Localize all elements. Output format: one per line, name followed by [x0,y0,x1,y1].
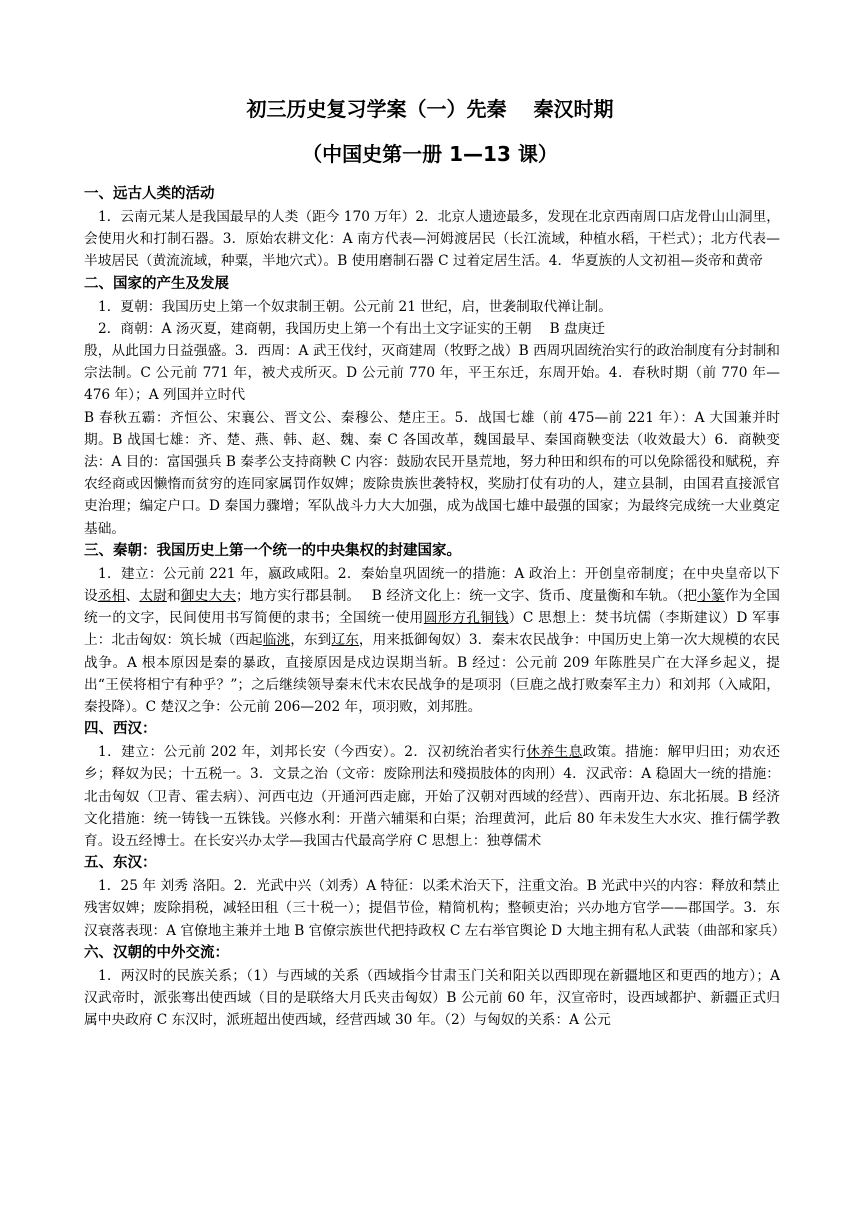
section-qin-dynasty [84,540,780,718]
text-run: ，用来抵御匈奴）3．秦末农民战争：中国历史上第一次大规模的农民战争。A 根本原因是秦的暴政，直接原因是戍边误期当斩。B 经过：公元前 209 年陈胜吴广在大泽乡起义，提出“王侯将相宁有种乎？”；之后继续领导秦末代末农民战争的是项羽（巨鹿之战打败秦军主力）和刘邦（入咸阳，秦投降）。C 楚汉之争：公元前 206—202 年，项羽败，刘邦胜。 [84,632,780,716]
paragraph: 殷，从此国力日益强盛。3．西周：A 武王伐纣，灭商建周（牧野之战）B 西周巩固统治实行的政治制度有分封制和宗法制。C 公元前 771 年，被犬戎所灭。D 公元前 770 年，平王东迁，东周开始。4．春秋时期（前 770 年—476 年）；A 列国并立时代 [84,343,780,404]
text-run: 1．建立：公元前 221 年，嬴政咸阳。2．秦始皇巩固统一的措施：A 政治上：开创皇帝制度；在中央皇帝以下设 [84,565,780,605]
text-run: ）C 思想上：焚书坑儒（李斯建议）D 军事上：北击匈奴：筑长城（西起 [84,610,780,649]
section-western-han [84,718,780,852]
underlined-term: 休养生息 [526,744,583,761]
underlined-term: 临洮 [262,632,291,649]
paragraph: 2．商朝：A 汤灭夏，建商朝，我国历史上第一个有出土文字证实的王朝 B 盘庚迁 [98,320,606,337]
page-subtitle: （中国史第一册 1—13 课） [302,142,558,166]
section-heading: 二、国家的产生及发展 [84,275,229,292]
underlined-term: 小篆 [697,588,725,605]
section-heading: 三、秦朝：我国历史上第一个统一的中央集权的封建国家。 [84,542,461,559]
text-run: ；地方实行郡县制。 B 经济文化上：统一文字、货币、度量衡和车轨。（把 [236,588,698,605]
section-state-formation [84,273,780,540]
underlined-term: 圆形方孔铜钱 [423,610,509,627]
section-eastern-han [84,852,786,942]
paragraph [84,563,780,718]
section-heading: 一、远古人类的活动 [84,186,215,202]
paragraph: B 春秋五霸：齐恒公、宋襄公、晋文公、秦穆公、楚庄王。5．战国七雄（前 475—前 221 年）：A 大国兼并时期。B 战国七雄：齐、楚、燕、韩、赵、魏、秦 C 各国改革，魏国最早、秦国商鞅变法（收效最大）6．商鞅变法：A 目的：富国强兵 B 秦孝公支持商鞅 C 内容：鼓励农民开垦荒地，努力种田和织布的可以免除徭役和赋税，弃农经商或因懒惰而贫穷的连同家属罚作奴婢；废除贵族世袭特权，奖励打仗有功的人，建立县制，由国君直接派官吏治理；编定户口。D 秦国力骤增；军队战斗力大大加强，成为战国七雄中最强的国家；为最终完成统一大业奠定基础。 [84,409,780,537]
text-run: ，东到 [290,632,332,649]
text-run: 作为全国统一的文字，民间使用书写简便的隶书；全国统一使用 [84,588,780,627]
paragraph: 1．两汉时的民族关系；（1）与西域的关系（西域指今甘肃玉门关和阳关以西即现在新疆地区和更西的地方）；A 汉武帝时，派张骞出使西域（目的是联络大月氏夹击匈奴）B 公元前 60 年，汉宣帝时，设西域都护、新疆正式归属中央政府 C 东汉时，派班超出使西域，经营西域 30 年。（2）与匈奴的关系：A 公元 [84,967,780,1029]
section-han-foreign-relations [84,942,780,1032]
underlined-term: 辽东 [331,632,359,649]
underlined-term: 丞相 [97,588,126,605]
section-heading: 五、东汉： [84,855,157,872]
paragraph [84,741,780,852]
section-ancient-humans [84,183,780,273]
underlined-term: 太尉 [139,588,167,605]
text-run: 1．建立：公元前 202 年，刘邦长安（今西安）。2．汉初统治者实行 [98,744,527,761]
text-run: 和 [166,588,181,605]
paragraph: 1．25 年 刘秀 洛阳。2．光武中兴（刘秀）A 特征：以柔术治天下，注重文治。B 光武中兴的内容：释放和禁止残害奴婢；废除捐税，减轻田租（三十税一）；提倡节俭，精简机构；整顿吏治；兴办地方官学——郡国学。3．东汉衰落表现：A 官僚地主兼并土地 B 官僚宗族世代把持政权 C 左右举官舆论 D 大地主拥有私人武装（曲部和家兵） [84,878,786,939]
document-body [84,183,786,1032]
text-run: 、 [125,588,140,605]
page-title: 初三历史复习学案（一）先秦 秦汉时期 [246,97,614,121]
paragraph: 1．云南元某人是我国最早的人类（距今 170 万年）2．北京人遗迹最多，发现在北京西南周口店龙骨山山洞里，会使用火和打制石器。3．原始农耕文化：A 南方代表—河姆渡居民（长江流域，种植水稻，干栏式）；北方代表—半坡居民（黄流流域，种粟，半地穴式）。B 使用磨制石器 C 过着定居生活。4．华夏族的人文初祖—炎帝和黄帝 [84,209,780,270]
section-heading: 四、西汉： [84,721,157,738]
underlined-term: 御史大夫 [180,588,237,605]
paragraph: 1．夏朝：我国历史上第一个奴隶制王朝。公元前 21 世纪，启，世袭制取代禅让制。 [98,298,612,315]
section-heading: 六、汉朝的中外交流： [84,944,229,961]
text-run: 政策。措施：解甲归田；劝农还乡；释奴为民；十五税一。3．文景之治（文帝：废除刑法和殘损肢体的肉刑）4．汉武帝：A 稳固大一统的措施：北击匈奴（卫青、霍去病）、河西屯边（开通河西走廊，开始了汉朝对西域的经营）、西南开边、东北拓展。B 经济文化措施：统一铸钱一五铢钱。兴修水利：开凿六辅渠和白渠；治理黄河，此后 80 年未发生大水灾、推行儒学教育。设五经博士。在长安兴办太学—我国古代最高学府 C 思想上：独尊儒术 [84,744,780,850]
